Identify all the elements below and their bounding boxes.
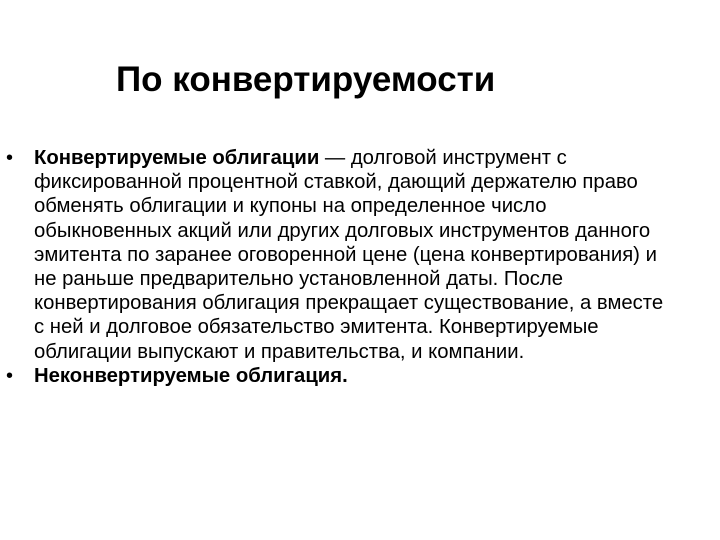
slide-title: По конвертируемости xyxy=(116,60,496,99)
bullet-list xyxy=(6,146,674,388)
bullet-item-convertible xyxy=(6,146,674,364)
bullet-term: Конвертируемые облигации xyxy=(34,147,320,169)
bullet-term: Неконвертируемые облигация. xyxy=(34,364,348,387)
bullet-definition: — долговой инструмент с фиксированной процентной ставкой, дающий держателю право обменять облигации и купоны на определенное число обыкновенных акций или других долговых инструментов данного эмитента по заранее оговоренной цене (цена конвертирования) и не раньше предварительно установленной даты. После конвертирования облигация прекращает существование, а вместе с ней и долговое обязательство эмитента. Конвертируемые облигации выпускают и правительства, и компании. xyxy=(34,147,664,363)
bullet-text xyxy=(34,364,674,388)
bullet-marker: • xyxy=(6,364,14,387)
bullet-item-nonconvertible xyxy=(6,364,674,388)
bullet-text xyxy=(34,146,674,364)
bullet-marker: • xyxy=(6,147,14,169)
